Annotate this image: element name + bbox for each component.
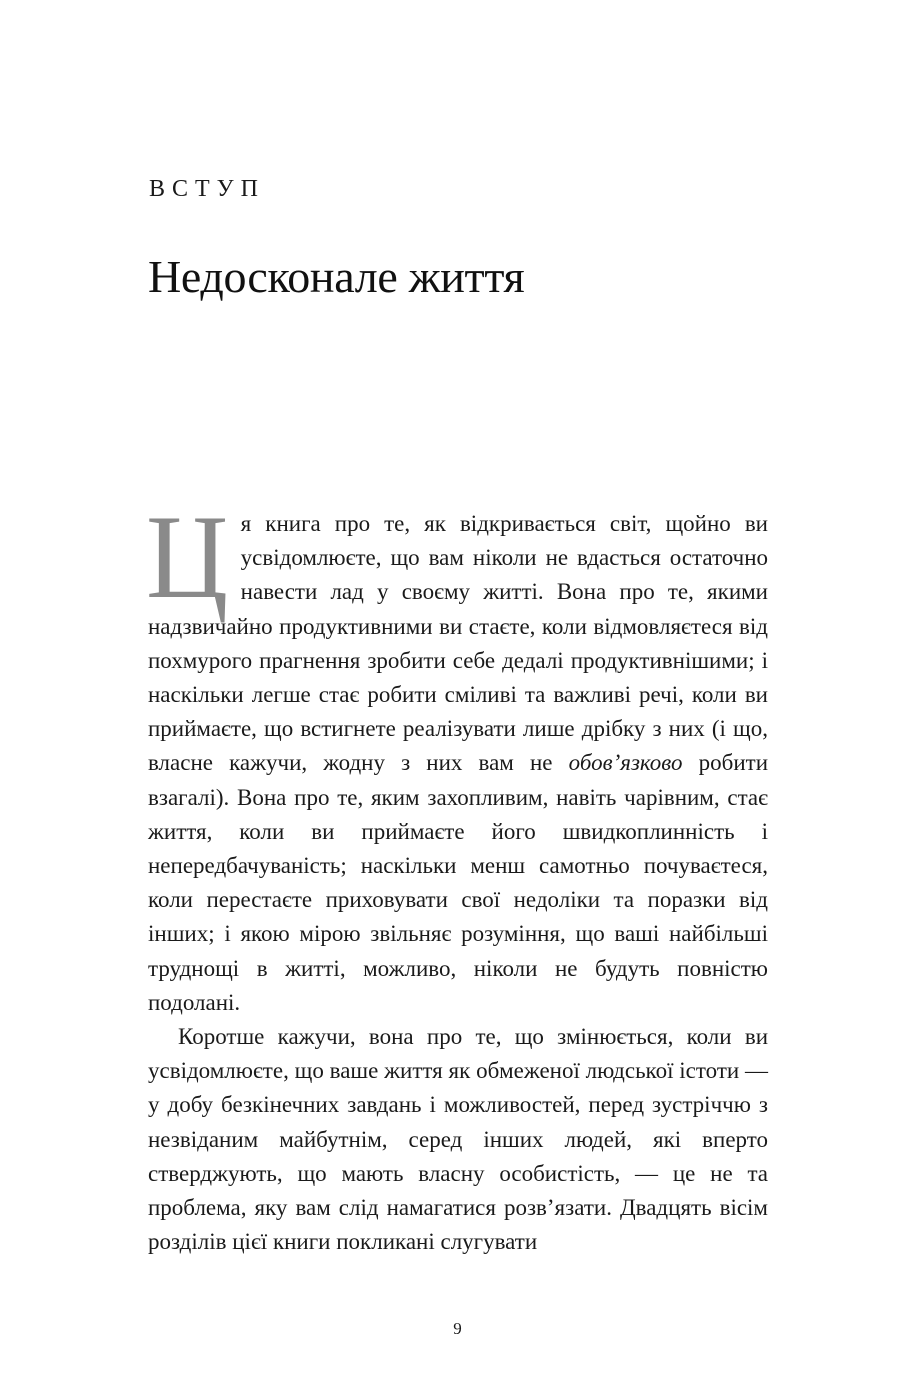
paragraph-1 (146, 490, 769, 1020)
paragraph-2: Коротше кажучи, вона про те, що змінюється, коли ви усвідомлюєте, що ваше життя як обмеженої людської істоти — у добу безкінечних завдань і можливостей, перед зустріччю з незвіданим майбутнім, серед інших людей, які вперто стверджують, що мають власну особистість, — це не та проблема, яку вам слід намагатися розв’язати. Двадцять вісім розділів цієї книги покликані слугувати (148, 1024, 768, 1255)
section-label: ВСТУП (149, 176, 265, 202)
paragraph-1-text-a: я книга про те, як відкривається світ, щойно ви усвідомлюєте, що вам ніколи не вдасться остаточно навести лад у своєму житті. Вона про те, якими надзвичайно продуктивними ви стаєте, коли відмовляєтеся від похмурого прагнення зробити себе дедалі продуктивнішими; і наскільки легше стає робити сміливі та важливі речі, коли ви приймаєте, що встигнете реалізувати лише дрібку з них (і що, власне кажучи, жодну з них вам не (148, 511, 768, 776)
body-text (146, 490, 769, 1259)
page-number: 9 (453, 1319, 462, 1338)
paragraph-1-text-b: робити взагалі). Вона про те, яким захопливим, навіть чарівним, стає життя, коли ви приймаєте його швидкоплинність і непередбачуваність; наскільки менш самотньо почуваєтеся, коли перестаєте приховувати свої недоліки та поразки від інших; і якою мірою звільняє розуміння, що ваші найбільші труднощі в житті, можливо, ніколи не будуть повністю подолані. (148, 750, 769, 1015)
paragraph-1-emphasis: обов’язково (568, 750, 683, 776)
chapter-title: Недосконале життя (148, 251, 525, 302)
drop-cap: Ц (146, 490, 229, 623)
